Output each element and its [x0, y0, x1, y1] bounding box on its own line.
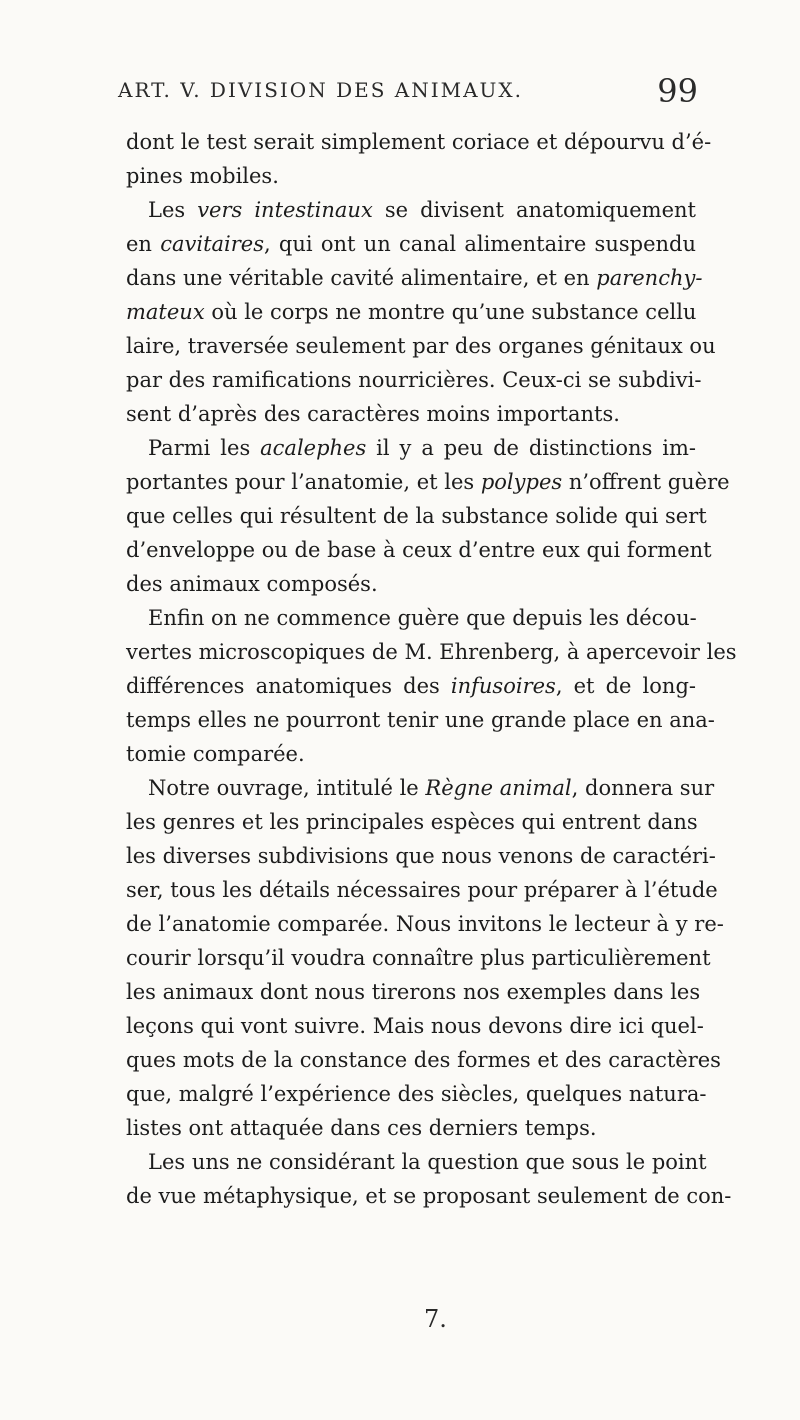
text-line: [126, 975, 701, 1009]
text-line: [126, 431, 696, 465]
text-segment: se divisent anatomiquement: [372, 198, 696, 222]
text-segment: des animaux composés.: [126, 572, 378, 596]
body-text: [126, 125, 737, 1213]
text-line: [126, 1009, 704, 1043]
italic-term: Règne animal: [425, 776, 572, 800]
text-line: [126, 873, 718, 907]
text-line: [126, 465, 730, 499]
text-line: [126, 261, 703, 295]
text-segment: en: [126, 232, 161, 256]
text-segment: temps elles ne pourront tenir une grande place en ana-: [126, 708, 715, 732]
text-segment: les diverses subdivisions que nous venons de caractéri-: [126, 844, 716, 868]
text-segment: ser, tous les détails nécessaires pour préparer à l’étude: [126, 878, 718, 902]
italic-term: infusoires: [450, 674, 556, 698]
text-segment: de l’anatomie comparée. Nous invitons le lecteur à y re-: [126, 912, 724, 936]
text-segment: , qui ont un canal alimentaire suspendu: [264, 232, 696, 256]
text-line: [126, 363, 702, 397]
text-segment: courir lorsqu’il voudra connaître plus particulièrement: [126, 946, 711, 970]
text-segment: laire, traversée seulement par des organes génitaux ou: [126, 334, 716, 358]
text-line: [126, 941, 711, 975]
text-line: [126, 125, 712, 159]
text-line: [126, 737, 696, 771]
text-segment: dans une véritable cavité alimentaire, et en: [126, 266, 597, 290]
text-segment: dont le test serait simplement coriace et dépourvu d’é-: [126, 130, 712, 154]
text-line: [126, 771, 715, 805]
text-segment: sent d’après des caractères moins importants.: [126, 402, 620, 426]
italic-term: acalephes: [260, 436, 367, 460]
text-line: [126, 397, 696, 431]
text-line: [126, 805, 696, 839]
text-segment: pines mobiles.: [126, 164, 279, 188]
text-segment: vertes microscopiques de M. Ehrenberg, à apercevoir les: [126, 640, 737, 664]
text-segment: n’offrent guère: [562, 470, 730, 494]
italic-term: parenchy-: [596, 266, 703, 290]
italic-term: cavitaires: [160, 232, 264, 256]
text-segment: que celles qui résultent de la substance solide qui sert: [126, 504, 707, 528]
text-segment: Les uns ne considérant la question que sous le point: [148, 1150, 707, 1174]
text-segment: Parmi les: [148, 436, 261, 460]
text-segment: par des ramifications nourricières. Ceux-ci se subdivi-: [126, 368, 702, 392]
text-segment: où le corps ne montre qu’une substance cellu: [204, 300, 697, 324]
text-segment: différences anatomiques des: [126, 674, 451, 698]
text-line: [126, 499, 707, 533]
text-segment: , et de long-: [555, 674, 696, 698]
text-segment: que, malgré l’expérience des siècles, quelques natura-: [126, 1082, 707, 1106]
text-line: [126, 703, 715, 737]
page-number: 99: [657, 72, 698, 110]
text-segment: il y a peu de distinctions im-: [366, 436, 696, 460]
text-line: [126, 1043, 721, 1077]
text-segment: Enfin on ne commence guère que depuis les décou-: [148, 606, 697, 630]
text-segment: listes ont attaquée dans ces derniers temps.: [126, 1116, 597, 1140]
running-head: ART. V. DIVISION DES ANIMAUX.: [118, 78, 523, 102]
text-line: [126, 329, 716, 363]
text-line: [126, 839, 716, 873]
text-segment: de vue métaphysique, et se proposant seulement de con-: [126, 1184, 732, 1208]
text-segment: les animaux dont nous tirerons nos exemples dans les: [126, 980, 701, 1004]
page-header: [118, 72, 698, 112]
text-line: [126, 567, 696, 601]
text-line: [126, 227, 696, 261]
text-line: [126, 635, 737, 669]
text-segment: ques mots de la constance des formes et des caractères: [126, 1048, 721, 1072]
text-segment: Notre ouvrage, intitulé le: [148, 776, 426, 800]
text-line: [126, 1111, 696, 1145]
signature-mark: 7.: [424, 1305, 447, 1333]
text-segment: leçons qui vont suivre. Mais nous devons dire ici quel-: [126, 1014, 704, 1038]
text-line: [126, 295, 696, 329]
text-line: [126, 669, 696, 703]
text-line: [126, 1145, 707, 1179]
text-line: [126, 533, 712, 567]
text-segment: , donnera sur: [571, 776, 715, 800]
text-segment: tomie comparée.: [126, 742, 305, 766]
text-line: [126, 907, 724, 941]
text-segment: portantes pour l’anatomie, et les: [126, 470, 481, 494]
text-line: [126, 159, 696, 193]
text-line: [126, 601, 696, 635]
italic-term: polypes: [480, 470, 563, 494]
text-line: [126, 1077, 707, 1111]
text-line: [126, 1179, 732, 1213]
italic-term: mateux: [126, 300, 205, 324]
text-segment: les genres et les principales espèces qui entrent dans: [126, 810, 698, 834]
text-segment: Les: [148, 198, 198, 222]
text-line: [126, 193, 696, 227]
text-segment: d’enveloppe ou de base à ceux d’entre eux qui forment: [126, 538, 712, 562]
italic-term: vers intestinaux: [197, 198, 373, 222]
